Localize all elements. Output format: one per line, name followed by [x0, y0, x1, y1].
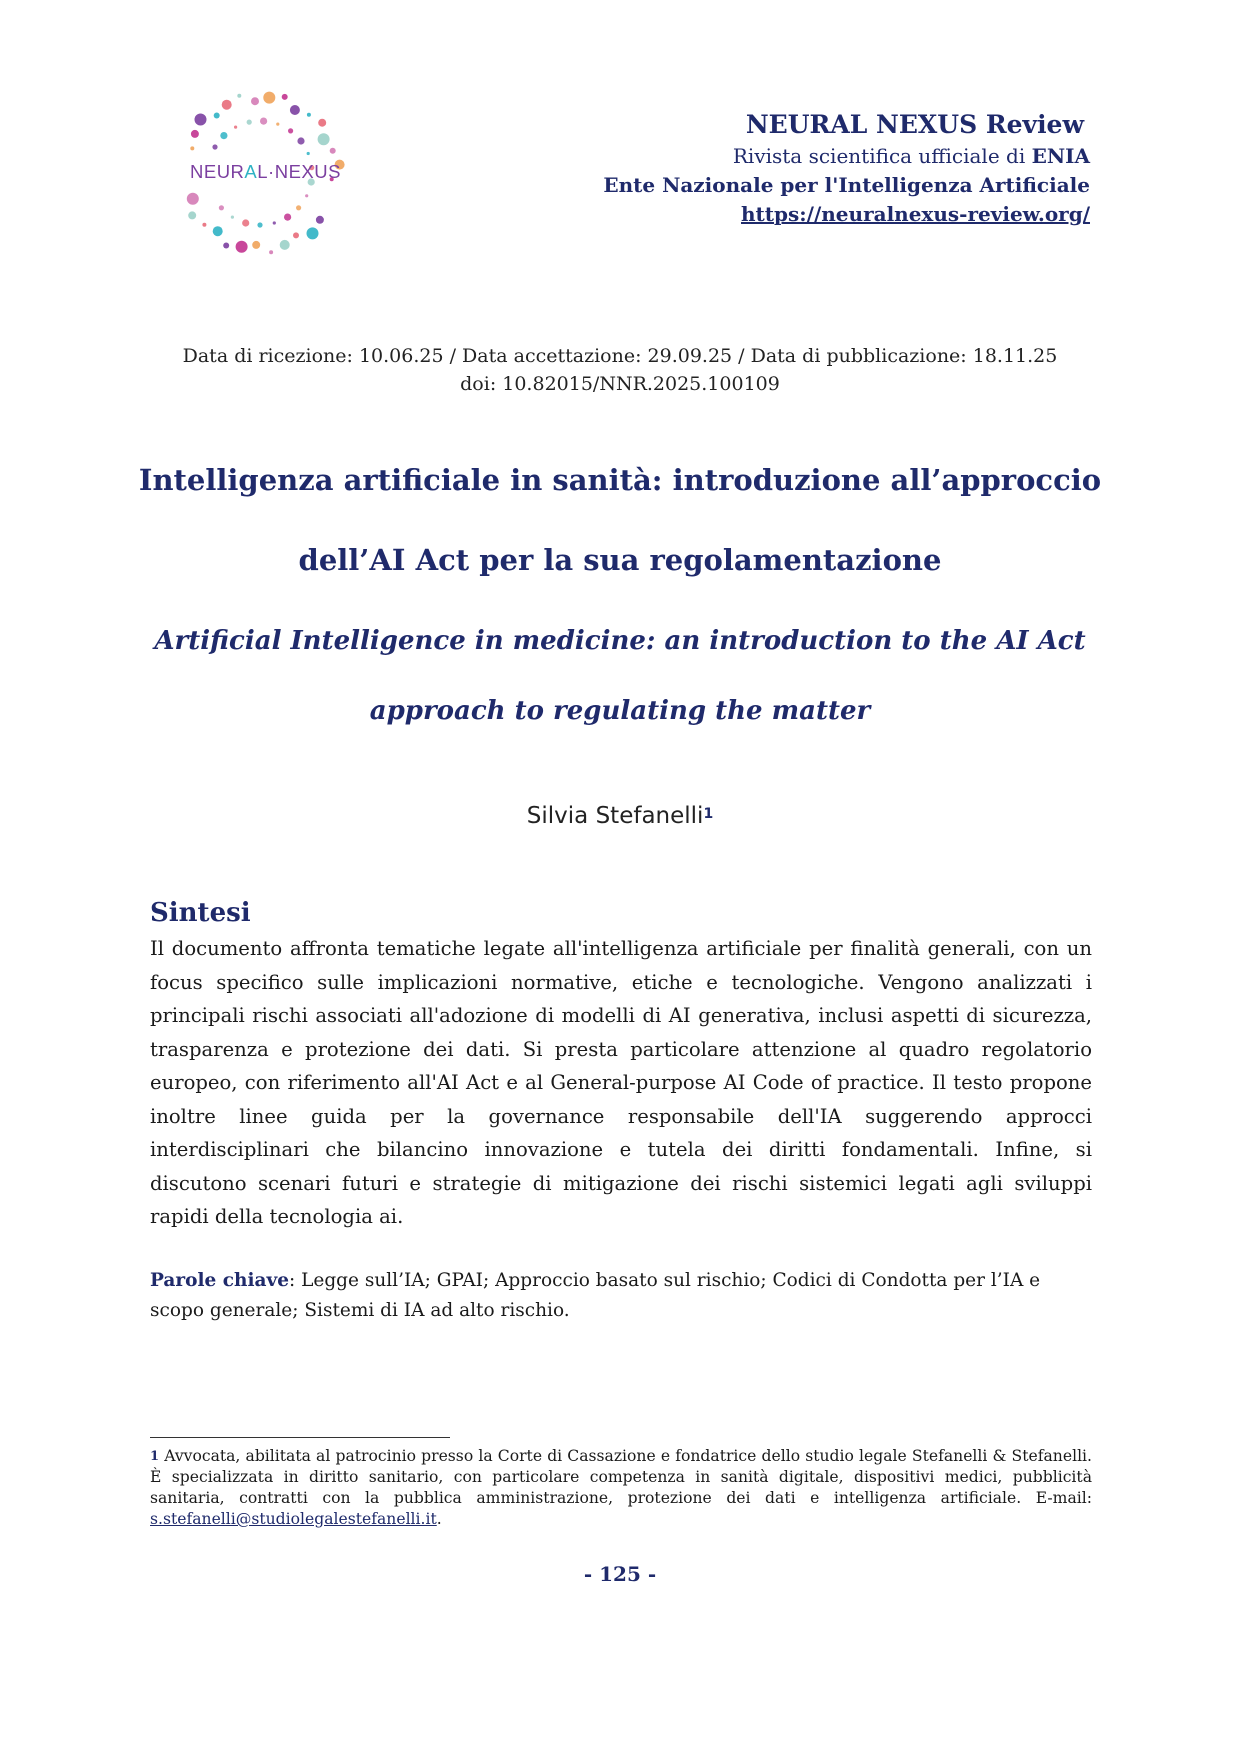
- keywords-label: Parole chiave: [150, 1270, 289, 1291]
- logo-dot: [318, 119, 326, 127]
- publication-dates: [0, 342, 1240, 398]
- logo-dot: [263, 92, 275, 104]
- keywords-separator: :: [288, 1270, 302, 1291]
- journal-subtitle-prefix: Rivista scientifica ufficiale di: [732, 144, 1032, 168]
- logo-dot: [223, 243, 229, 249]
- logo-dot: [288, 128, 293, 133]
- logo-dot: [257, 222, 262, 227]
- logo-dot: [231, 216, 234, 219]
- logo-dot: [307, 227, 319, 239]
- logo-dot: [296, 205, 301, 210]
- logo-dot: [330, 148, 336, 154]
- logo-dot: [242, 219, 249, 226]
- logo-dot: [284, 214, 291, 221]
- logo-text-a: A: [244, 161, 258, 182]
- logo-text-dot: L·: [257, 161, 275, 182]
- logo-dot: [236, 241, 248, 253]
- article-title: [110, 440, 1130, 600]
- logo-dot: [195, 114, 207, 126]
- logo-dot: [307, 113, 311, 117]
- logo-dot: [188, 211, 196, 219]
- logo-dot: [247, 120, 252, 125]
- svg-text:NEURAL·NEXUS: [190, 161, 341, 182]
- footnote-text: Avvocata, abilitata al patrocinio presso la Corte di Cassazione e fondatrice dello studio legale Stefanelli & Stefanelli. È specializzata in diritto sanitario, con particolare competenza in sanità digitale, dispositivi medici, pubblicità sanitaria, contratti con la pubblica amministrazione, protezione dei dati e intelligenza artificiale. E-mail:: [150, 1447, 1092, 1507]
- journal-url-link[interactable]: https://neuralnexus-review.org/: [741, 202, 1090, 226]
- abstract-text: Il documento affronta tematiche legate all'intelligenza artificiale per finalità generali, con un focus specifico sulle implicazioni normative, etiche e tecnologiche. Vengono analizzati i principali rischi associati all'adozione di modelli di AI generativa, inclusi aspetti di sicurezza, trasparenza e protezione dei dati. Si presta particolare attenzione al quadro regolatorio europeo, con riferimento all'AI Act e al General-purpose AI Code of practice. Il testo propone inoltre linee guida per la governance responsabile dell'IA suggerendo approcci interdisciplinari che bilancino innovazione e tutela dei diritti fondamentali. Infine, si discutono scenari futuri e strategie di mitigazione dei rischi sistemici legati agli sviluppi rapidi della tecnologia ai.: [150, 937, 1092, 1228]
- logo-dot: [282, 94, 288, 100]
- footnote-mark: 1: [150, 1449, 160, 1464]
- logo-dot: [214, 113, 220, 119]
- author-line: [0, 800, 1240, 832]
- logo-dot: [269, 250, 273, 254]
- logo-dot: [191, 130, 199, 138]
- subtitle-line-2: approach to regulating the matter: [369, 696, 871, 726]
- logo-dot: [280, 240, 290, 250]
- logo-dot: [273, 221, 276, 224]
- logo-dot: [251, 97, 259, 105]
- title-line-1: Intelligenza artificiale in sanità: introduzione all’approccio: [138, 463, 1102, 497]
- logo-dot: [316, 216, 324, 224]
- author-email-link[interactable]: s.stefanelli@studiolegalestefanelli.it: [150, 1510, 437, 1528]
- journal-subtitle-org: ENIA: [1031, 144, 1090, 168]
- logo-dot: [237, 94, 241, 98]
- logo-dot: [307, 152, 310, 155]
- logo-dot: [252, 241, 260, 249]
- logo-dot: [213, 226, 223, 236]
- logo-dot: [276, 123, 279, 126]
- logo-dot: [305, 194, 308, 197]
- keywords: [150, 1266, 1092, 1326]
- dates-line: Data di ricezione: 10.06.25 / Data accettazione: 29.09.25 / Data di pubblicazione: 18.11.25: [182, 345, 1058, 367]
- page-number: - 125 -: [583, 1562, 657, 1586]
- logo-dot: [202, 223, 206, 227]
- logo-text-left: NEUR: [190, 161, 245, 182]
- author-footnote-mark[interactable]: 1: [703, 806, 714, 822]
- logo-dot: [293, 232, 299, 238]
- subtitle-line-1: Artificial Intelligence in medicine: an introduction to the AI Act: [154, 626, 1086, 656]
- logo-dot: [219, 205, 224, 210]
- footnote: [150, 1446, 1092, 1530]
- doi-line: doi: 10.82015/NNR.2025.100109: [460, 373, 780, 395]
- neural-nexus-logo-icon: [160, 78, 400, 268]
- article-english-title: [110, 606, 1130, 746]
- journal-masthead: [490, 108, 1090, 229]
- author-name: Silvia Stefanelli: [526, 803, 704, 829]
- journal-subtitle: [490, 142, 1090, 171]
- logo-text-right: NEXUS: [274, 161, 341, 182]
- footnote-divider: [150, 1437, 450, 1438]
- logo-dot: [190, 146, 194, 150]
- keywords-text: Legge sull’IA; GPAI; Approccio basato sul rischio; Codici di Condotta per l’IA e scopo generale; Sistemi di IA ad alto rischio.: [150, 1270, 1041, 1321]
- footnote-end: .: [436, 1510, 442, 1528]
- logo-dot: [297, 137, 304, 144]
- logo-dot: [260, 118, 267, 125]
- journal-entity: Ente Nazionale per l'Intelligenza Artificiale: [603, 173, 1090, 197]
- logo-dot: [222, 100, 232, 110]
- journal-logo: [160, 78, 400, 268]
- logo-dot: [187, 193, 199, 205]
- logo-dot: [234, 126, 237, 129]
- title-line-2: dell’AI Act per la sua regolamentazione: [298, 543, 942, 577]
- journal-name: NEURAL NEXUS Review: [745, 110, 1084, 139]
- logo-dot: [290, 105, 300, 115]
- logo-dot: [220, 132, 227, 139]
- abstract-heading: Sintesi: [150, 898, 251, 928]
- logo-dot: [318, 133, 330, 145]
- logo-dot: [212, 144, 217, 149]
